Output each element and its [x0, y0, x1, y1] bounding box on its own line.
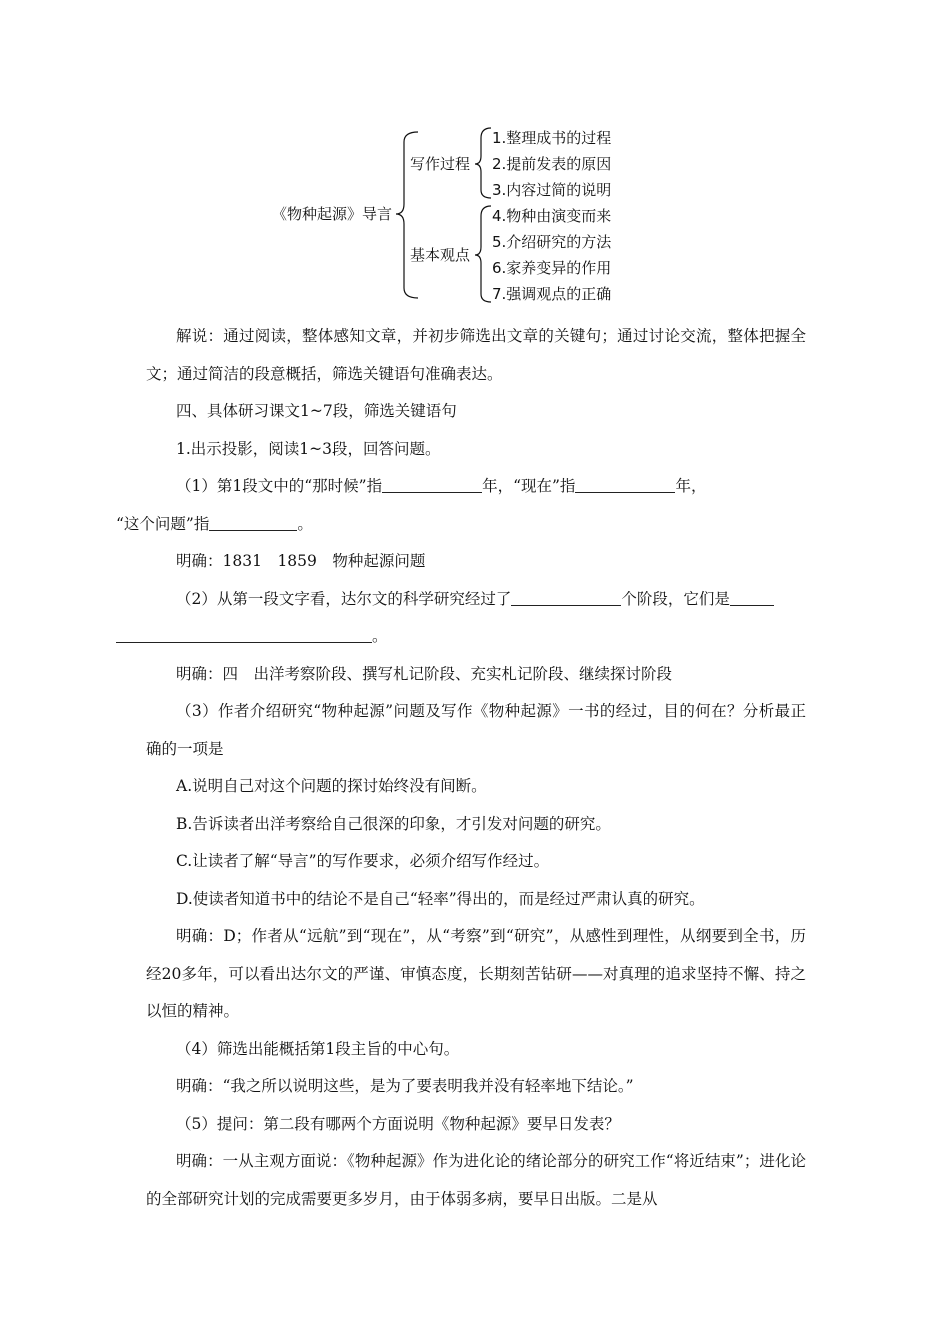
question-5: （5）提问：第二段有哪两个方面说明《物种起源》要早日发表？ — [176, 1114, 620, 1133]
outline-group-views: 基本观点 — [410, 246, 471, 264]
question-1: （1）第1段文中的“那时候”指 年，“现在”指 年， “这个问题”指 。 — [146, 468, 806, 543]
answer-1: 明确：1831 1859 物种起源问题 — [176, 552, 426, 570]
outline-item-2: 2.提前发表的原因 — [492, 155, 612, 173]
outline-item-4: 4.物种由演变而来 — [492, 207, 612, 225]
answer-blank — [575, 474, 675, 493]
question-2: （2）从第一段文字看，达尔文的科学研究经过了 个阶段，它们是 。 — [146, 581, 806, 656]
answer-blank — [511, 587, 621, 606]
section-heading-4: 四、具体研习课文1~7段，筛选关键语句 — [176, 402, 457, 420]
outline-group-writing: 写作过程 — [410, 155, 471, 173]
group2-brace — [475, 206, 491, 302]
answer-3: 明确：D；作者从“远航”到“现在”，从“考察”到“研究”，从感性到理性，从纲要到全书，历经20多年，可以看出达尔文的严谨、审慎态度，长期刻苦钻研——对真理的追求坚持不懈、持之以恒的精神。 — [146, 927, 806, 1020]
answer-4: 明确：“我之所以说明这些，是为了要表明我并没有轻率地下结论。” — [176, 1077, 634, 1095]
outline-item-1: 1.整理成书的过程 — [492, 129, 612, 147]
group1-brace — [475, 128, 491, 198]
explanation-paragraph: 解说：通过阅读，整体感知文章，并初步筛选出文章的关键句；通过讨论交流，整体把握全文；通过简洁的段意概括，筛选关键语句准确表达。 — [146, 327, 806, 383]
task-1-instruction: 1.出示投影，阅读1~3段，回答问题。 — [176, 439, 441, 458]
option-d: D.使读者知道书中的结论不是自己“轻率”得出的，而是经过严肃认真的研究。 — [176, 889, 705, 908]
question-3: （3）作者介绍研究“物种起源”问题及写作《物种起源》一书的经过，目的何在？分析最正确的一项是 — [146, 702, 806, 758]
option-c: C.让读者了解“导言”的写作要求，必须介绍写作经过。 — [176, 852, 550, 870]
outline-diagram — [0, 0, 950, 320]
option-a: A.说明自己对这个问题的探讨始终没有间断。 — [176, 777, 487, 795]
outline-item-3: 3.内容过简的说明 — [492, 181, 612, 199]
answer-blank — [116, 624, 372, 643]
answer-blank — [209, 512, 297, 531]
outline-braces — [0, 0, 950, 320]
answer-blank — [382, 474, 482, 493]
outline-root: 《物种起源》导言 — [272, 205, 393, 223]
outline-item-7: 7.强调观点的正确 — [492, 285, 612, 303]
document-body — [116, 318, 806, 1218]
answer-5: 明确：一从主观方面说：《物种起源》作为进化论的绪论部分的研究工作“将近结束”；进化论的全部研究计划的完成需要更多岁月，由于体弱多病，要早日出版。二是从 — [146, 1152, 806, 1208]
outline-item-6: 6.家养变异的作用 — [492, 259, 612, 277]
answer-2: 明确：四 出洋考察阶段、撰写札记阶段、充实札记阶段、继续探讨阶段 — [176, 664, 673, 683]
outline-item-5: 5.介绍研究的方法 — [492, 233, 612, 251]
answer-blank — [730, 587, 774, 606]
question-4: （4）筛选出能概括第1段主旨的中心句。 — [176, 1039, 460, 1058]
option-b: B.告诉读者出洋考察给自己很深的印象，才引发对问题的研究。 — [176, 814, 611, 833]
